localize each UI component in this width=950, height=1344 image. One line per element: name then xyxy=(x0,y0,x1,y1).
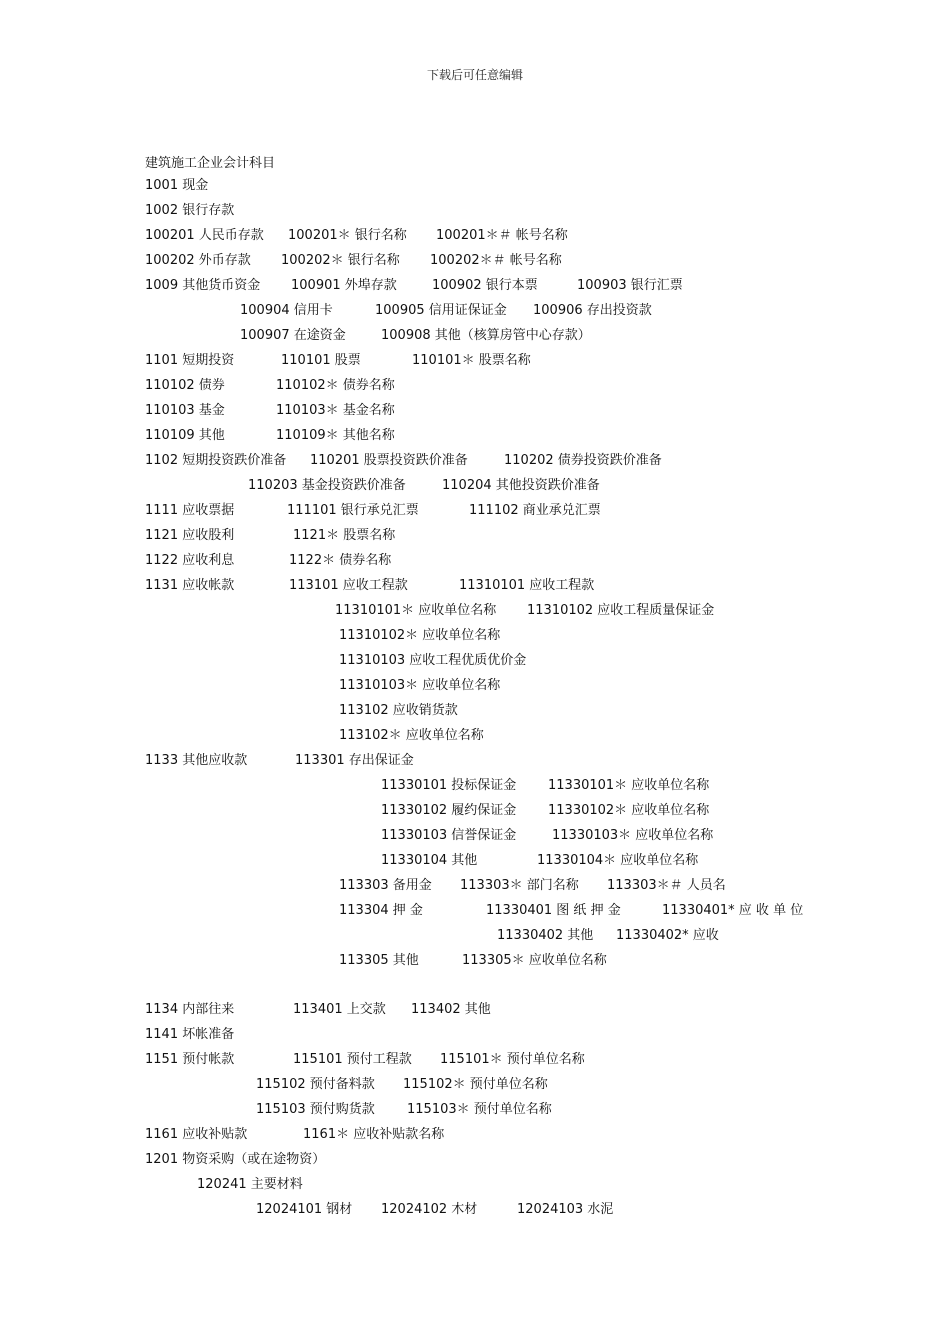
account-entry: 110202 债券投资跌价准备 xyxy=(504,453,662,468)
account-line xyxy=(0,1176,950,1198)
account-line xyxy=(0,1001,950,1023)
account-entry: 11310103＊ 应收单位名称 xyxy=(339,678,501,693)
account-entry: 113101 应收工程款 xyxy=(289,578,408,593)
account-entry: 12024102 木材 xyxy=(381,1202,478,1217)
account-line xyxy=(0,527,950,549)
account-line xyxy=(0,752,950,774)
account-entry: 110201 股票投资跌价准备 xyxy=(310,453,468,468)
account-entry: 1121 应收股利 xyxy=(145,528,235,543)
account-line xyxy=(0,802,950,824)
account-line xyxy=(0,202,950,224)
account-entry: 100201＊＃ 帐号名称 xyxy=(436,228,568,243)
account-entry: 115103＊ 预付单位名称 xyxy=(407,1102,552,1117)
account-line xyxy=(0,727,950,749)
account-entry: 11330101＊ 应收单位名称 xyxy=(548,778,710,793)
account-entry: 11330103 信誉保证金 xyxy=(381,828,517,843)
account-entry: 110101 股票 xyxy=(281,353,361,368)
account-entry: 110102＊ 债券名称 xyxy=(276,378,395,393)
account-entry: 1002 银行存款 xyxy=(145,203,235,218)
account-line xyxy=(0,177,950,199)
account-entry: 1009 其他货币资金 xyxy=(145,278,261,293)
account-entry: 115101 预付工程款 xyxy=(293,1052,412,1067)
account-entry: 11330102＊ 应收单位名称 xyxy=(548,803,710,818)
account-line xyxy=(0,252,950,274)
account-entry: 113303 备用金 xyxy=(339,878,432,893)
account-entry: 11330102 履约保证金 xyxy=(381,803,517,818)
account-entry: 100903 银行汇票 xyxy=(577,278,683,293)
account-entry: 110204 其他投资跌价准备 xyxy=(442,478,600,493)
account-entry: 1101 短期投资 xyxy=(145,353,235,368)
account-entry: 11330401* 应 收 单 位 xyxy=(662,903,804,918)
account-entry: 100202＊＃ 帐号名称 xyxy=(430,253,562,268)
account-entry: 113301 存出保证金 xyxy=(295,753,414,768)
account-entry: 115103 预付购货款 xyxy=(256,1102,375,1117)
account-line xyxy=(0,927,950,949)
account-entry: 1161 应收补贴款 xyxy=(145,1127,248,1142)
account-line xyxy=(0,602,950,624)
account-entry: 110103＊ 基金名称 xyxy=(276,403,395,418)
account-line xyxy=(0,427,950,449)
account-entry: 115102＊ 预付单位名称 xyxy=(403,1077,548,1092)
account-line xyxy=(0,327,950,349)
account-entry: 110109 其他 xyxy=(145,428,225,443)
account-entry: 100901 外埠存款 xyxy=(291,278,397,293)
account-entry: 110203 基金投资跌价准备 xyxy=(248,478,406,493)
account-line xyxy=(0,777,950,799)
account-line xyxy=(0,1126,950,1148)
account-line xyxy=(0,477,950,499)
account-entry: 113102 应收销货款 xyxy=(339,703,458,718)
account-entry: 100201＊ 银行名称 xyxy=(288,228,407,243)
account-entry: 100908 其他（核算房管中心存款） xyxy=(381,328,591,343)
account-line xyxy=(0,277,950,299)
account-entry: 113102＊ 应收单位名称 xyxy=(339,728,484,743)
account-entry: 113305 其他 xyxy=(339,953,419,968)
account-entry: 11330101 投标保证金 xyxy=(381,778,517,793)
account-entry: 100904 信用卡 xyxy=(240,303,333,318)
account-line xyxy=(0,1201,950,1223)
account-entry: 12024103 水泥 xyxy=(517,1202,614,1217)
account-entry: 100902 银行本票 xyxy=(432,278,538,293)
account-entry: 100905 信用证保证金 xyxy=(375,303,507,318)
account-entry: 120241 主要材料 xyxy=(197,1177,303,1192)
account-entry: 100907 在途资金 xyxy=(240,328,346,343)
account-line xyxy=(0,1101,950,1123)
account-entry: 113304 押 金 xyxy=(339,903,423,918)
account-line xyxy=(0,852,950,874)
account-entry: 11330103＊ 应收单位名称 xyxy=(552,828,714,843)
account-entry: 113401 上交款 xyxy=(293,1002,386,1017)
account-entry: 100201 人民币存款 xyxy=(145,228,264,243)
account-entry: 1141 坏帐准备 xyxy=(145,1027,235,1042)
account-line xyxy=(0,377,950,399)
account-line xyxy=(0,352,950,374)
account-entry: 11330104 其他 xyxy=(381,853,478,868)
account-line xyxy=(0,952,950,974)
account-entry: 1001 现金 xyxy=(145,178,209,193)
account-entry: 1121＊ 股票名称 xyxy=(293,528,396,543)
account-line xyxy=(0,877,950,899)
account-entry: 11310103 应收工程优质优价金 xyxy=(339,653,527,668)
account-entry: 100906 存出投资款 xyxy=(533,303,652,318)
account-entry: 111101 银行承兑汇票 xyxy=(287,503,419,518)
account-line xyxy=(0,677,950,699)
account-entry: 11330104＊ 应收单位名称 xyxy=(537,853,699,868)
account-entry: 113303＊＃ 人员名 xyxy=(607,878,726,893)
account-entry: 1122＊ 债券名称 xyxy=(289,553,392,568)
account-entry: 1133 其他应收款 xyxy=(145,753,248,768)
account-entry: 110109＊ 其他名称 xyxy=(276,428,395,443)
account-line xyxy=(0,452,950,474)
account-entry: 115102 预付备料款 xyxy=(256,1077,375,1092)
account-entry: 1131 应收帐款 xyxy=(145,578,235,593)
account-entry: 1111 应收票据 xyxy=(145,503,235,518)
account-line xyxy=(0,402,950,424)
account-entry: 110103 基金 xyxy=(145,403,225,418)
account-line xyxy=(0,227,950,249)
account-line xyxy=(0,1026,950,1048)
account-line xyxy=(0,502,950,524)
account-entry: 113305＊ 应收单位名称 xyxy=(462,953,607,968)
page-header: 下载后可任意编辑 xyxy=(426,68,523,82)
account-entry: 12024101 钢材 xyxy=(256,1202,353,1217)
account-entry: 1161＊ 应收补贴款名称 xyxy=(303,1127,445,1142)
account-entry: 110102 债券 xyxy=(145,378,225,393)
account-entry: 113303＊ 部门名称 xyxy=(460,878,579,893)
account-line xyxy=(0,902,950,924)
document-title: 建筑施工企业会计科目 xyxy=(145,156,276,171)
account-entry: 100202＊ 银行名称 xyxy=(281,253,400,268)
account-entry: 100202 外币存款 xyxy=(145,253,251,268)
account-line xyxy=(0,702,950,724)
account-line xyxy=(0,1076,950,1098)
account-entry: 1122 应收利息 xyxy=(145,553,235,568)
account-entry: 1151 预付帐款 xyxy=(145,1052,235,1067)
account-line xyxy=(0,627,950,649)
account-line xyxy=(0,302,950,324)
account-entry: 11330402* 应收 xyxy=(616,928,719,943)
account-entry: 1102 短期投资跌价准备 xyxy=(145,453,287,468)
account-entry: 111102 商业承兑汇票 xyxy=(469,503,601,518)
account-entry: 115101＊ 预付单位名称 xyxy=(440,1052,585,1067)
account-entry: 110101＊ 股票名称 xyxy=(412,353,531,368)
account-entry: 11330401 图 纸 押 金 xyxy=(486,903,621,918)
account-line xyxy=(0,652,950,674)
account-line xyxy=(0,577,950,599)
account-entry: 11310102＊ 应收单位名称 xyxy=(339,628,501,643)
account-entry: 11310102 应收工程质量保证金 xyxy=(527,603,715,618)
account-entry: 1201 物资采购（或在途物资） xyxy=(145,1152,326,1167)
account-line xyxy=(0,827,950,849)
account-entry: 11310101 应收工程款 xyxy=(459,578,595,593)
account-line xyxy=(0,552,950,574)
account-entry: 11310101＊ 应收单位名称 xyxy=(335,603,497,618)
account-entry: 11330402 其他 xyxy=(497,928,594,943)
account-line xyxy=(0,1151,950,1173)
account-line xyxy=(0,1051,950,1073)
account-entry: 1134 内部往来 xyxy=(145,1002,235,1017)
account-entry: 113402 其他 xyxy=(411,1002,491,1017)
